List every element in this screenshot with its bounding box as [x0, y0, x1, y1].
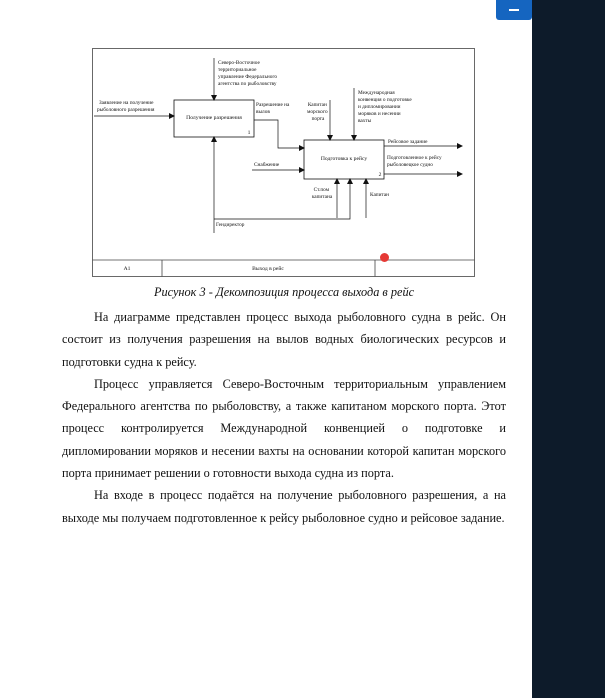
control-top-label: Северо-Восточное территориальное управление Федерального агентства по рыболовству [218, 60, 278, 87]
figure-caption: Рисунок 3 - Декомпозиция процесса выхода в рейс [153, 285, 415, 299]
body-text [62, 306, 506, 529]
record-indicator [380, 253, 389, 262]
output1-label: Рейсовое задание [388, 139, 428, 145]
box1-number: 1 [247, 130, 251, 136]
captain-port-label: Капитан морского порта [307, 102, 328, 122]
supply-label: Снабжение [254, 162, 280, 168]
box1-label: Получение разрешения [186, 115, 242, 121]
mech2-label: Капитан [370, 192, 389, 198]
footer-title: Выход в рейс [252, 266, 284, 272]
side-panel [532, 0, 605, 698]
footer-node: A1 [123, 266, 131, 272]
convention-label: Международная конвенция о подготовке и дипломировании моряков и несении вахты [358, 90, 412, 124]
mech3-label: Гендиректор [216, 222, 245, 228]
box2-number: 2 [378, 172, 382, 178]
minimize-button[interactable] [496, 0, 532, 20]
box2-label: Подготовка к рейсу [320, 156, 368, 162]
permit-label: Разрешение на вылов [256, 102, 290, 115]
output2-label: Подготовленное к рейсу рыболовецкое судно [387, 155, 442, 168]
paragraph-1: На диаграмме представлен процесс выхода рыболовного судна в рейс. Он состоит из получения разрешения на вылов водных биологических ресурсов и подготовки судна к рейсу. [62, 310, 506, 369]
mech1-label: Ст.пом капитана [311, 187, 333, 200]
input-label: Заявление на получение рыболовного разрешения [97, 100, 155, 113]
paragraph-2: Процесс управляется Северо-Восточным территориальным управлением Федерального агентства по рыболовству, а также капитаном морского порта. Этот процесс контролируется Международной конвенцией о подготовке и дипломировании моряков и несении вахты на основании которой капитан морского порта принимает решении о готовности выхода судна из порта. [62, 376, 506, 481]
paragraph-3: На входе в процесс подаётся на получение рыболовного разрешения, а на выходе мы получаем подготовленное к рейсу рыболовное судно и рейсовое задание. [62, 488, 506, 525]
idef0-diagram [92, 48, 476, 278]
minus-icon [509, 9, 519, 11]
